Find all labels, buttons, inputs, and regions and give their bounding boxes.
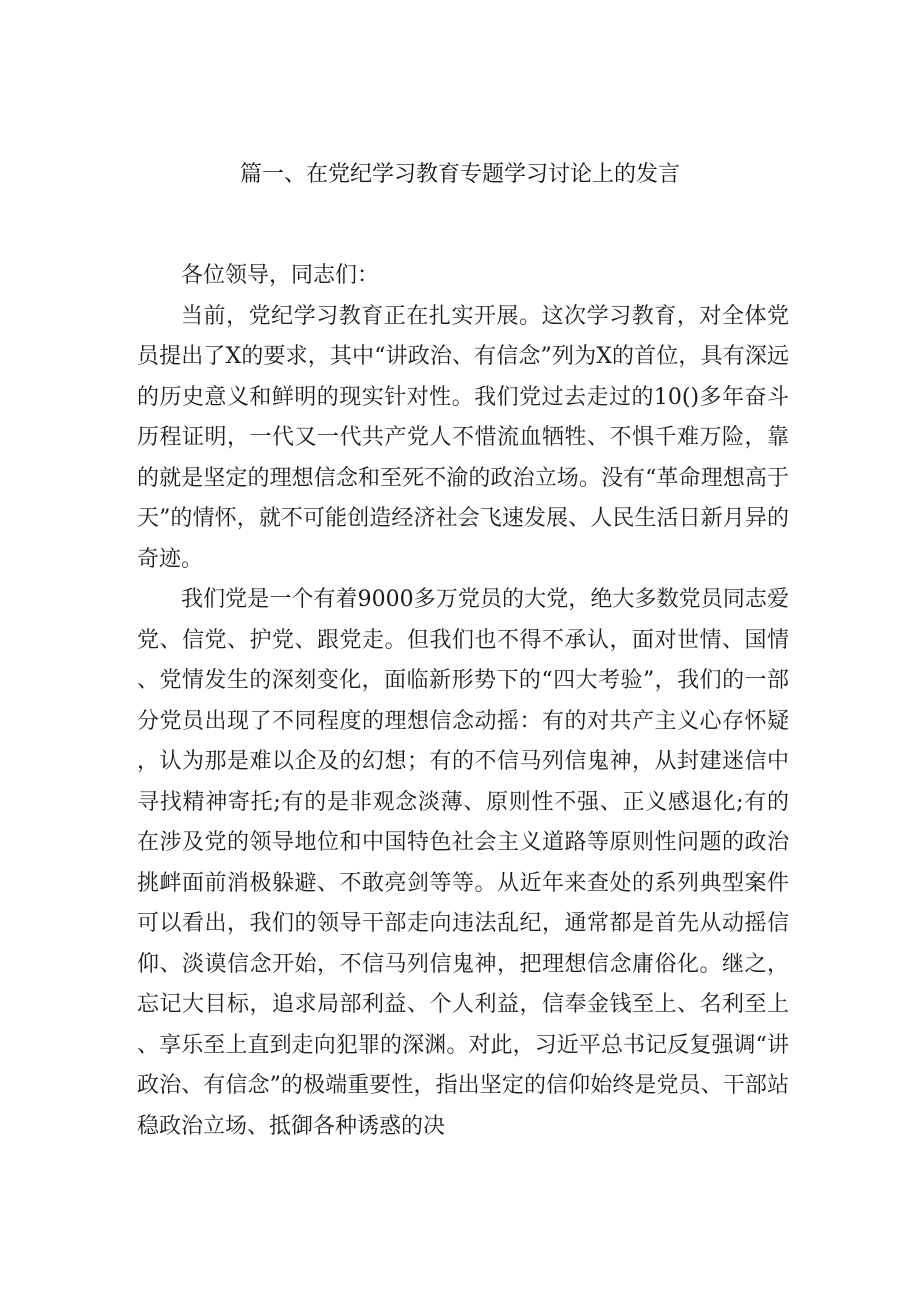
paragraph-2: 我们党是一个有着9000多万党员的大党，绝大多数党员同志爱党、信党、护党、跟党走。但我们也不得不承认，面对世情、国情、党情发生的深刻变化，面临新形势下的“四大考验”，我们的一部分党员出现了不同程度的理想信念动摇：有的对共产主义心存怀疑，认为那是难以企及的幻想；有的不信马列信鬼神，从封建迷信中寻找精神寄托;有的是非观念淡薄、原则性不强、正义感退化;有的在涉及党的领导地位和中国特色社会主义道路等原则性问题的政治挑衅面前消极躲避、不敢亮剑等等。从近年来查处的系列典型案件可以看出，我们的领导干部走向违法乱纪，通常都是首先从动摇信仰、淡谟信念开始，不信马列信鬼神，把理想信念庸俗化。继之，忘记大目标，追求局部利益、个人利益，信奉金钱至上、名利至上、享乐至上直到走向犯罪的深渊。对此，习近平总书记反复强调“讲政治、有信念”的极端重要性，指出坚定的信仰始终是党员、干部站稳政治立场、抵御各种诱惑的决 [137,587,789,1139]
paragraph-1: 当前，党纪学习教育正在扎实开展。这次学习教育，对全体党员提出了X的要求，其中“讲政治、有信念”列为X的首位，具有深远的历史意义和鲜明的现实针对性。我们党过去走过的10()多年奋斗历程证明，一代又一代共产党人不惜流血牺牲、不惧千难万险，靠的就是坚定的理想信念和至死不渝的政治立场。没有“革命理想高于天”的情怀，就不可能创造经济社会飞速发展、人民生活日新月异的奇迹。 [137,303,789,572]
salutation: 各位领导，同志们： [181,263,380,288]
document-body [137,256,789,1147]
document-title: 篇一、在党纪学习教育专题学习讨论上的发言 [239,162,680,187]
